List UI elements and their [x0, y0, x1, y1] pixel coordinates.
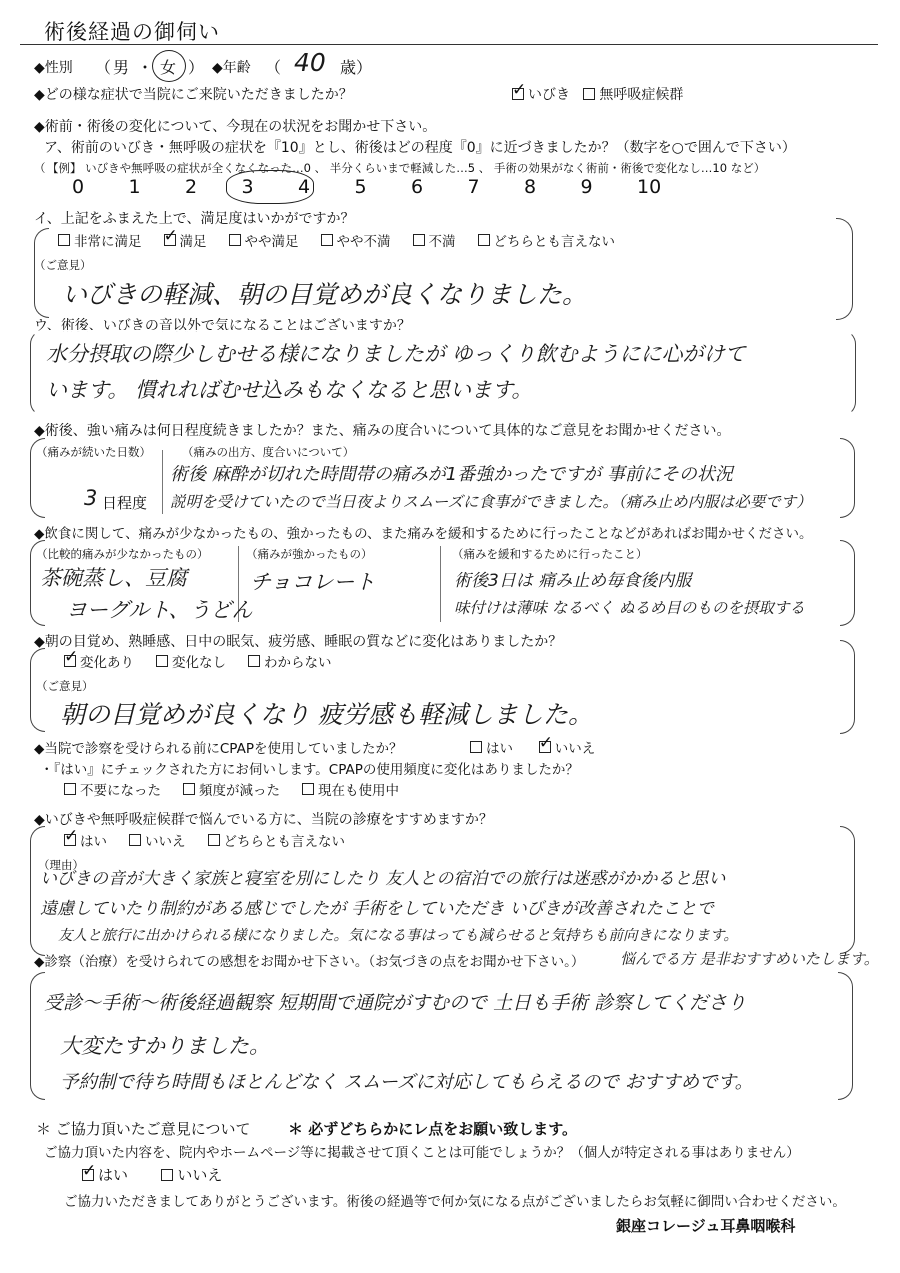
scale-number[interactable]: 10 — [637, 176, 662, 198]
satisfaction-bracket-right — [836, 218, 853, 320]
scale-selection-circle — [226, 170, 314, 204]
impression-line3[interactable]: 予約制で待ち時間もほとんどなく スムーズに対応してもらえるので おすすめです。 — [60, 1072, 754, 1093]
footer-question: ご協力頂いた内容を、院内やホームページ等に掲載させて頂くことは可能でしょうか？（個人が特定される事はありません） — [44, 1145, 800, 1161]
other-answer-line1[interactable]: 水分摂取の際少しむせる様になりましたが ゆっくり飲むようにに心がけて — [46, 342, 746, 366]
recommend-option-label: どちらとも言えない — [223, 834, 345, 850]
age-unit: 歳） — [340, 58, 373, 77]
sex-label: ◆性別 — [34, 60, 73, 76]
food-col1-line1[interactable]: 茶碗蒸し、豆腐 — [40, 566, 187, 590]
food-col2-line1[interactable]: チョコレート — [250, 570, 376, 594]
other-question: ウ、術後、いびきの音以外で気になることはございますか？ — [34, 318, 411, 334]
snoring-checkbox[interactable] — [512, 88, 524, 100]
change-example: 【例】 いびきや無呼吸の症状が全くなくなった…0 、 半分くらいまで軽減した…5 、 手術の効果がなく術前・術後で変化なし…10 など） — [47, 161, 766, 175]
scale-number[interactable]: 2 — [185, 176, 198, 198]
symptom-options — [512, 84, 683, 104]
change-example-open: （ — [34, 161, 46, 175]
pain-divider — [162, 450, 163, 514]
satisfaction-checkbox-2[interactable] — [164, 234, 176, 246]
cpap-sub-option-1[interactable] — [64, 779, 161, 799]
satisfaction-option-5[interactable] — [413, 230, 456, 250]
scale-number[interactable]: 6 — [411, 176, 424, 198]
title-rule — [20, 44, 878, 45]
age-label: ◆年齢 — [212, 60, 251, 76]
sex-male: 男 — [113, 58, 130, 77]
satisfaction-option-1[interactable] — [58, 230, 142, 250]
cpap-no-checkbox[interactable] — [539, 741, 551, 753]
page-title: 術後経過の御伺い — [44, 20, 220, 44]
pain-days-unit: 日程度 — [102, 494, 148, 512]
cpap-yes-label: はい — [486, 741, 513, 757]
change-scale — [72, 176, 694, 198]
pain-question: ◆術後、強い痛みは何日程度続きましたか？また、痛みの度合いについて具体的なご意見をお聞かせください。 — [34, 423, 731, 439]
cpap-sub-checkbox-1[interactable] — [64, 783, 76, 795]
recommend-option-2[interactable] — [129, 830, 186, 850]
recommend-reason-line1[interactable]: いびきの音が大きく家族と寝室を別にしたり 友人との宿泊での旅行は迷惑がかかると思い — [40, 869, 726, 889]
food-col3-line2[interactable]: 味付けは薄味 なるべく ぬるめ目のものを摂取する — [454, 599, 805, 617]
publish-yes-checkbox[interactable] — [82, 1169, 94, 1181]
apnea-checkbox[interactable] — [583, 88, 595, 100]
footer-note-1: ＊ ご協力頂いたご意見について — [36, 1120, 251, 1138]
food-question: ◆飲食に関して、痛みが少なかったもの、強かったもの、また痛みを緩和するために行ったことなどがあればお聞かせください。 — [34, 526, 813, 542]
cpap-sub-option-2[interactable] — [183, 779, 280, 799]
satisfaction-option-label: 不満 — [428, 234, 456, 250]
recommend-options — [64, 830, 367, 850]
satisfaction-option-label: 非常に満足 — [74, 234, 142, 250]
symptom-question: ◆どの様な症状で当院にご来院いただきましたか？ — [34, 87, 353, 103]
cpap-options — [470, 737, 595, 757]
scale-number[interactable]: 0 — [72, 176, 85, 198]
satisfaction-checkbox-3[interactable] — [229, 234, 241, 246]
publish-no-checkbox[interactable] — [161, 1169, 173, 1181]
sex-dot: ・ — [137, 58, 154, 77]
food-bracket-right — [840, 540, 855, 626]
pain-degree-line1[interactable]: 術後 麻酔が切れた時間帯の痛みが1番強かったですが 事前にその状況 — [170, 464, 733, 485]
food-col1-line2[interactable]: ヨーグルト、うどん — [66, 598, 253, 622]
scale-number[interactable]: 9 — [580, 176, 593, 198]
pain-days-label: （痛みが続いた日数） — [36, 445, 151, 459]
cpap-sub-option-3[interactable] — [302, 779, 399, 799]
cpap-question: ◆当院で診察を受けられる前にCPAPを使用していましたか？ — [34, 741, 403, 757]
morning-bracket-right — [840, 640, 855, 734]
publish-yes-label: はい — [98, 1166, 129, 1184]
satisfaction-option-label: 満足 — [179, 234, 207, 250]
footer-thanks: ご協力いただきましてありがとうございます。術後の経過等で何か気になる点がございましたらお気軽に御問い合わせください。 — [64, 1194, 846, 1210]
sex-close: ） — [188, 58, 205, 77]
scale-number[interactable]: 7 — [467, 176, 480, 198]
recommend-option-1[interactable] — [64, 830, 107, 850]
morning-option-2[interactable] — [156, 651, 226, 671]
morning-option-1[interactable] — [64, 651, 134, 671]
change-header: ◆術前・術後の変化について、今現在の状況をお聞かせ下さい。 — [34, 119, 437, 135]
change-question-a: ア、術前のいびき・無呼吸の症状を『10』とし、術後はどの程度『0』に近づきましたか？（数字を○で囲んで下さい） — [44, 140, 796, 156]
recommend-option-3[interactable] — [208, 830, 346, 850]
morning-checkbox-3[interactable] — [248, 655, 260, 667]
scale-number[interactable]: 5 — [354, 176, 367, 198]
satisfaction-checkbox-1[interactable] — [58, 234, 70, 246]
morning-option-label: 変化なし — [172, 655, 226, 671]
recommend-checkbox-1[interactable] — [64, 834, 76, 846]
cpap-no-label: いいえ — [554, 741, 596, 757]
pain-days-value[interactable]: 3 — [84, 486, 98, 510]
age-value[interactable]: 40 — [294, 48, 326, 77]
cpap-yes-checkbox[interactable] — [470, 741, 482, 753]
satisfaction-option-label: やや不満 — [336, 234, 391, 250]
satisfaction-checkbox-4[interactable] — [321, 234, 333, 246]
footer-note-2: ＊ 必ずどちらかにレ点をお願い致します。 — [288, 1120, 578, 1138]
satisfaction-checkbox-6[interactable] — [478, 234, 490, 246]
publish-no-label: いいえ — [177, 1166, 223, 1184]
morning-checkbox-1[interactable] — [64, 655, 76, 667]
impression-bracket-right — [838, 972, 853, 1100]
satisfaction-option-6[interactable] — [478, 230, 616, 250]
morning-option-label: わからない — [264, 655, 332, 671]
apnea-label: 無呼吸症候群 — [599, 87, 684, 103]
morning-options — [64, 651, 354, 671]
recommend-option-label: はい — [80, 834, 107, 850]
recommend-reason-label: （理由） — [38, 858, 84, 872]
clinic-name: 銀座コレージュ耳鼻咽喉科 — [616, 1217, 796, 1235]
satisfaction-question: イ、上記をふまえた上で、満足度はいかがですか？ — [34, 211, 355, 227]
recommend-reason-line2[interactable]: 遠慮していたり制約がある感じでしたが 手術をしていただき いびきが改善されたことで — [40, 899, 714, 919]
scale-number[interactable]: 8 — [524, 176, 537, 198]
food-divider-2 — [440, 546, 441, 622]
impression-line2[interactable]: 大変たすかりました。 — [60, 1034, 270, 1058]
sex-open: （ — [95, 58, 112, 77]
morning-checkbox-2[interactable] — [156, 655, 168, 667]
snoring-label: いびき — [528, 87, 570, 103]
cpap-sub-checkbox-3[interactable] — [302, 783, 314, 795]
morning-question: ◆朝の目覚め、熟睡感、日中の眠気、疲労感、睡眠の質などに変化はありましたか？ — [34, 634, 563, 650]
morning-option-3[interactable] — [248, 651, 332, 671]
cpap-sub-option-label: 不要になった — [80, 783, 161, 799]
other-answer-line2[interactable]: います。 慣れればむせ込みもなくなると思います。 — [46, 378, 533, 402]
recommend-question: ◆いびきや無呼吸症候群で悩んでいる方に、当院の診療をすすめますか？ — [34, 812, 493, 828]
recommend-checkbox-2[interactable] — [129, 834, 141, 846]
morning-opinion[interactable]: 朝の目覚めが良くなり 疲労感も軽減しました。 — [60, 700, 593, 729]
scale-number[interactable]: 1 — [128, 176, 141, 198]
satisfaction-option-3[interactable] — [229, 230, 299, 250]
satisfaction-option-label: やや満足 — [244, 234, 299, 250]
recommend-bracket-left — [30, 826, 45, 956]
recommend-bracket-right — [840, 826, 855, 954]
food-col1-label: （比較的痛みが少なかったもの） — [36, 547, 209, 561]
satisfaction-checkbox-5[interactable] — [413, 234, 425, 246]
food-col3-line1[interactable]: 術後3日は 痛み止め毎食後内服 — [454, 571, 692, 591]
pain-bracket-right — [840, 438, 855, 518]
cpap-sub-option-label: 現在も使用中 — [318, 783, 399, 799]
recommend-reason-line3[interactable]: 友人と旅行に出かけられる様になりました。気になる事はっても減らせると気持ちも前向きになります。 — [58, 928, 738, 944]
recommend-option-label: いいえ — [145, 834, 186, 850]
pain-degree-label: （痛みの出方、度合いについて） — [182, 445, 355, 459]
impression-question: ◆診察（治療）を受けられての感想をお聞かせ下さい。（お気づきの点をお聞かせ下さい。） — [34, 954, 585, 970]
satisfaction-option-2[interactable] — [164, 230, 207, 250]
cpap-sub-checkbox-2[interactable] — [183, 783, 195, 795]
satisfaction-opinion-label: （ご意見） — [34, 258, 92, 272]
sex-female[interactable]: 女 — [160, 58, 177, 77]
satisfaction-option-label: どちらとも言えない — [493, 234, 615, 250]
recommend-reason-line4[interactable]: 悩んでる方 是非おすすめいたします。 — [620, 950, 879, 968]
satisfaction-option-4[interactable] — [321, 230, 391, 250]
recommend-checkbox-3[interactable] — [208, 834, 220, 846]
satisfaction-opinion[interactable]: いびきの軽減、朝の目覚めが良くなりました。 — [62, 280, 588, 309]
impression-bracket-left — [30, 972, 45, 1100]
morning-option-label: 変化あり — [80, 655, 134, 671]
age-open: （ — [265, 58, 282, 77]
food-col2-label: （痛みが強かったもの） — [246, 547, 373, 561]
pain-degree-line2[interactable]: 説明を受けていたので当日夜よりスムーズに食事ができました。（痛み止め内服は必要です） — [170, 493, 812, 511]
cpap-sub-options — [64, 779, 421, 799]
satisfaction-bracket-left — [34, 228, 49, 318]
sex-female-circle — [152, 50, 186, 82]
cpap-sub-option-label: 頻度が減った — [199, 783, 280, 799]
food-col3-label: （痛みを緩和するために行ったこと） — [452, 547, 648, 561]
cpap-sub-question: ・『はい』にチェックされた方にお伺いします。CPAPの使用頻度に変化はありましたか？ — [40, 762, 579, 778]
footer-options — [82, 1164, 222, 1185]
morning-opinion-label: （ご意見） — [36, 679, 94, 693]
satisfaction-options — [58, 230, 637, 250]
impression-line1[interactable]: 受診～手術～術後経過観察 短期間で通院がすむので 土日も手術 診察してくださり — [44, 992, 747, 1014]
scale-number[interactable]: 4 — [298, 176, 311, 198]
scale-number[interactable]: 3 — [241, 176, 254, 198]
